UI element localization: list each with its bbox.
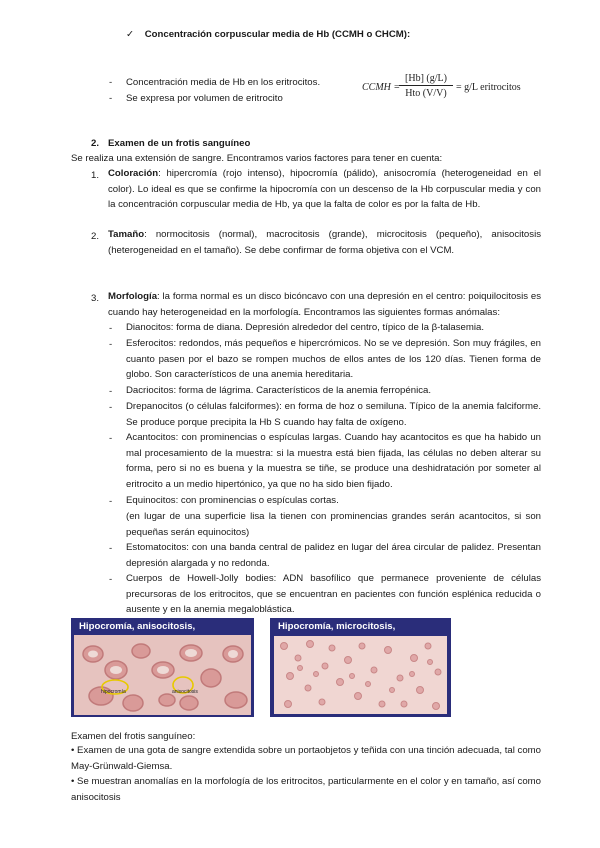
form-dacriocitos: Dacriocitos: forma de lágrima. Característicos de la anemia ferropénica. (126, 385, 431, 396)
image-label-anisocitosis: anisocitosis (172, 689, 198, 695)
image-title: Hipocromía, anisocitosis, (79, 621, 196, 632)
check-icon: ✓ (126, 29, 135, 40)
item-text: : normocitosis (normal), macrocitosis (grande), microcitosis (pequeño), anisocitosis (heterogeneidad en el tamaño). Se debe confirmar de forma objetiva con el VCM. (108, 229, 541, 256)
dash-icon: - (109, 77, 113, 88)
item-number: 2. (91, 231, 100, 242)
ccmh-formula (362, 73, 532, 105)
dash-icon: - (109, 496, 113, 507)
formula-lhs: CCMH = (362, 82, 401, 93)
item-text: : la forma normal es un disco bicóncavo con una depresión en el centro: poiquilocitosis es cuando hay heterogeneidad en la morfología. Encontramos las siguientes formas anómalas: (108, 291, 541, 318)
image-title: Hipocromía, microcitosis, (278, 621, 396, 632)
formula-fraction (399, 73, 453, 99)
dash-icon: - (109, 386, 113, 397)
dash-icon: - (109, 543, 113, 554)
ccmh-title: Concentración corpuscular media de Hb (CCMH o CHCM): (144, 29, 411, 40)
ccmh-heading (126, 29, 410, 40)
formula-denominator: Hto (V/V) (405, 88, 447, 99)
form-drepanocitos: Drepanocitos (o células falciformes): en forma de hoz o semiluna. Típico de la anemia falciforme. Se produce porque precipita la Hb S cuando hay falta de oxígeno. (126, 401, 541, 428)
section-title: Examen de un frotis sanguíneo (108, 138, 251, 149)
item-number: 1. (91, 170, 100, 181)
form-acantocitos: Acantocitos: con prominencias o espículas largas. Cuando hay acantocitos es que ha habido un mal procesamiento de la muestra: si la muestra está bien fijada, las células no deben alterar su forma, pero si no es buena y la muestra se tiñe, se produce una deshidratación por someter al eritrocito a un medio hipertónico, ya que no ha sido bien fijado. (126, 432, 541, 491)
section-number: 2. (91, 138, 100, 149)
dash-icon: - (109, 323, 113, 334)
blood-smear-illustration (71, 618, 254, 717)
footer-bullet-2: • Se muestran anomalías en la morfología de los eritrocitos, particularmente en el color y en tamaño, así como anisocitosis (71, 776, 541, 803)
blood-smear-illustration (270, 618, 451, 717)
form-esferocitos: Esferocitos: redondos, más pequeños e hipercrómicos. No se ve depresión. Son muy frágiles, en cuanto pasen por el bazo se rompen muchos de ellos antes de los 120 días. Tienen forma de globo. Son característicos de una anemia hereditaria. (126, 338, 541, 381)
formula-numerator: [Hb] (g/L) (399, 73, 453, 86)
item-text: : hipercromía (rojo intenso), hipocromía (pálido), anisocromía (heterogeneidad en el color). Lo ideal es que se confirme la hipocromía con un descenso de la Hb corpuscular media y con la concentración corpuscular media de Hb, ya que la falta de color es por la falta de Hb. (108, 168, 541, 211)
dash-icon: - (109, 402, 113, 413)
item-coloracion (108, 166, 541, 213)
dash-icon: - (109, 339, 113, 350)
form-howell-jolly: Cuerpos de Howell-Jolly bodies: ADN basofílico que permanece proveniente de células precursoras de los eritrocitos, que se encuentran en pacientes con función esplénica reducida o ausente y en la anemia megaloblástica. (126, 573, 541, 616)
image-label-hipocromia: hipocromía (101, 689, 126, 695)
equinocitos-note: (en lugar de una superficie lisa la tienen con prominencias grandes serán acantocitos, si son pequeñas serán equinocitos) (126, 511, 541, 538)
dash-icon: - (109, 574, 113, 585)
item-tamano (108, 227, 541, 258)
smear-image-hipocromia-microcitosis (270, 618, 451, 717)
form-estomatocitos: Estomatocitos: con una banda central de palidez en lugar del área circular de palidez. Presentan depresión alargada y no redonda. (126, 542, 541, 569)
item-number: 3. (91, 293, 100, 304)
item-label: Morfología (108, 291, 158, 302)
item-morfologia (108, 289, 541, 320)
footer-title: Examen del frotis sanguíneo: (71, 731, 196, 742)
dash-icon: - (109, 93, 113, 104)
smear-image-hipocromia-anisocitosis (71, 618, 254, 717)
footer-bullet-1: • Examen de una gota de sangre extendida sobre un portaobjetos y teñida con una tinción adecuada, tal como May-Grünwald-Giemsa. (71, 745, 541, 772)
ccmh-bullet-2: Se expresa por volumen de eritrocito (126, 93, 283, 104)
ccmh-bullet-1: Concentración media de Hb en los eritrocitos. (126, 77, 321, 88)
formula-rhs: = g/L eritrocitos (456, 82, 521, 93)
form-dianocitos: Dianocitos: forma de diana. Depresión alrededor del centro, típico de la β-talasemia. (126, 322, 485, 333)
item-label: Tamaño (108, 229, 145, 240)
item-label: Coloración (108, 168, 159, 179)
section-intro: Se realiza una extensión de sangre. Encontramos varios factores para tener en cuenta: (71, 153, 443, 164)
dash-icon: - (109, 433, 113, 444)
form-equinocitos: Equinocitos: con prominencias o espículas cortas. (126, 495, 339, 506)
